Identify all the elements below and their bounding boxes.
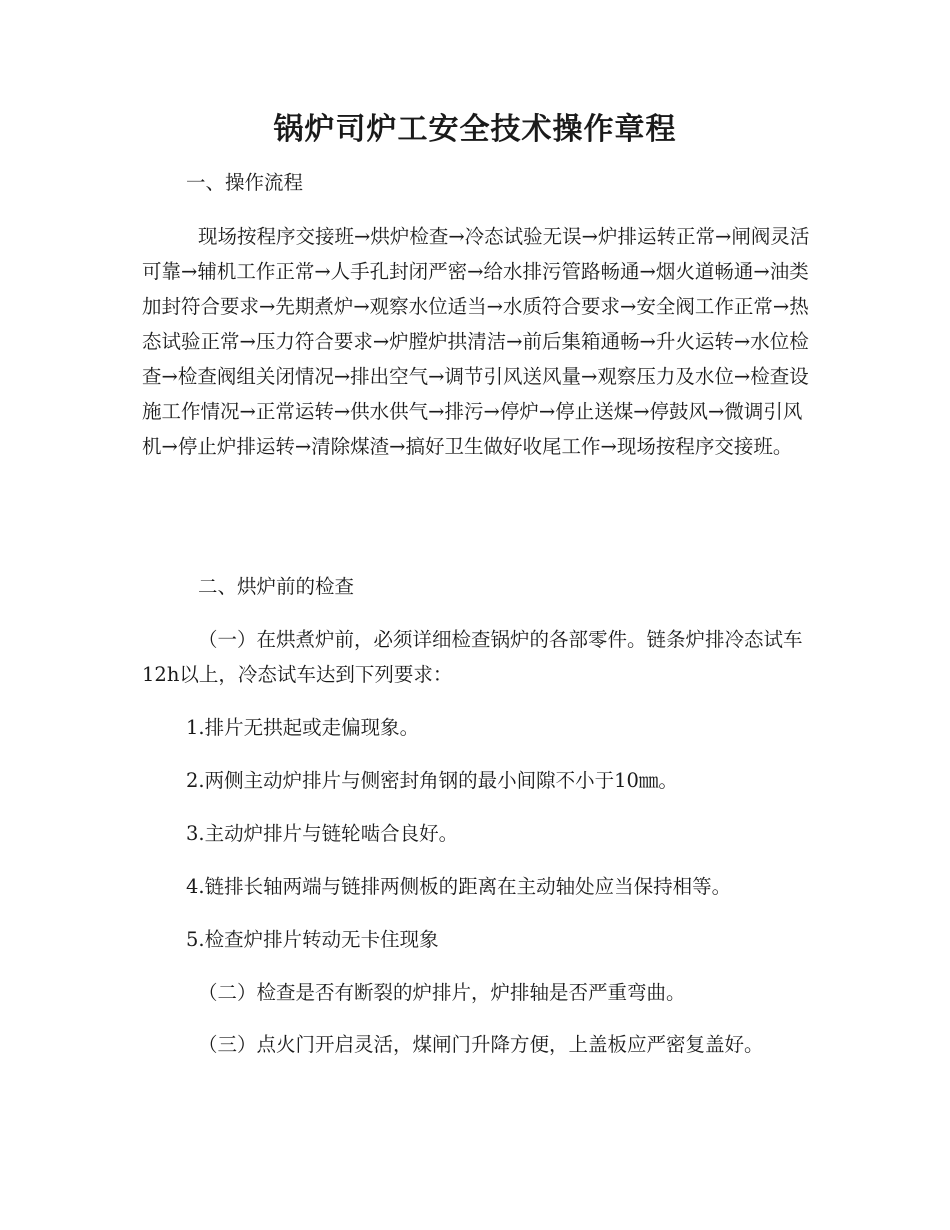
inspection-item-2: （二）检查是否有断裂的炉排片，炉排轴是否严重弯曲。 (198, 981, 686, 1004)
procedure-paragraph: 现场按程序交接班→烘炉检查→冷态试验无误→炉排运转正常→闸阀灵活可靠→辅机工作正常→人手孔封闭严密→给水排污管路畅通→烟火道畅通→油类加封符合要求→先期煮炉→观察水位适当→水质符合要求→安全阀工作正常→热态试验正常→压力符合要求→炉膛炉拱清洁→前后集箱通畅→升火运转→水位检查→检查阀组关闭情况→排出空气→调节引风送风量→观察压力及水位→检查设施工作情况→正常运转→供水供气→排污→停炉→停止送煤→停鼓风→微调引风机→停止炉排运转→清除煤渣→搞好卫生做好收尾工作→现场按程序交接班。 (142, 225, 810, 458)
inspection-item-1: （一）在烘煮炉前，必须详细检查锅炉的各部零件。链条炉排冷态试车12h以上，冷态试车达到下列要求： (142, 628, 803, 686)
document-title: 锅炉司炉工安全技术操作章程 (273, 112, 677, 147)
section-heading-procedure: 一、操作流程 (186, 171, 304, 194)
section-heading-pre-baking-inspection: 二、烘炉前的检查 (198, 575, 355, 598)
list-item: 5.检查炉排片转动无卡住现象 (186, 928, 439, 951)
list-item: 1.排片无拱起或走偏现象。 (186, 716, 420, 739)
list-item: 2.两侧主动炉排片与侧密封角钢的最小间隙不小于10㎜。 (186, 769, 678, 792)
inspection-item-3: （三）点火门开启灵活，煤闸门升降方便，上盖板应严密复盖好。 (198, 1033, 764, 1056)
list-item: 3.主动炉排片与链轮啮合良好。 (186, 822, 459, 845)
list-item: 4.链排长轴两端与链排两侧板的距离在主动轴处应当保持相等。 (186, 875, 732, 898)
